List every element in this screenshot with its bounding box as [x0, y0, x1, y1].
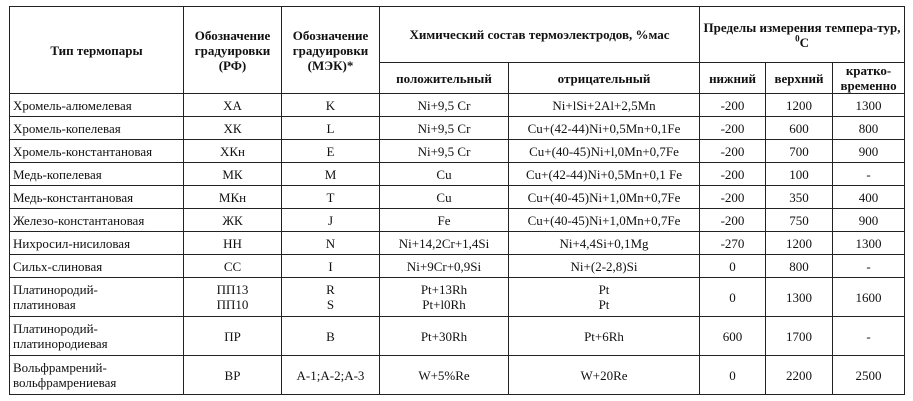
header-positive: положительный	[380, 63, 509, 94]
cell-mek: J	[282, 209, 380, 232]
cell-lower: 0	[700, 278, 766, 317]
cell-positive-line1: Pt+13Rh	[420, 282, 468, 297]
cell-mek: M	[282, 163, 380, 186]
cell-short: -	[833, 255, 905, 278]
cell-negative: Ni+(2-2,8)Si	[509, 255, 700, 278]
cell-rf-line2: ПП10	[216, 297, 249, 312]
cell-upper: 1300	[766, 278, 833, 317]
cell-type-line2: платиновая	[13, 297, 76, 312]
cell-positive: Ni+9Cr+0,9Si	[380, 255, 509, 278]
header-negative: отрицательный	[509, 63, 700, 94]
cell-mek	[282, 278, 380, 317]
header-chem: Химический состав термоэлектродов, %мас	[380, 7, 700, 63]
cell-short: 800	[833, 117, 905, 140]
cell-mek: L	[282, 117, 380, 140]
cell-type	[10, 278, 184, 317]
cell-negative: W+20Re	[509, 356, 700, 395]
cell-short: 2500	[833, 356, 905, 395]
cell-short: 1300	[833, 94, 905, 117]
cell-positive: Ni+9,5 Cr	[380, 117, 509, 140]
cell-lower: 0	[700, 356, 766, 395]
cell-mek: N	[282, 232, 380, 255]
cell-rf: ХК	[184, 117, 282, 140]
table-row	[10, 94, 905, 117]
table-row	[10, 209, 905, 232]
cell-rf: ВР	[184, 356, 282, 395]
cell-negative-line2: Pt	[598, 297, 610, 312]
cell-negative: Cu+(42-44)Ni+0,5Mn+0,1 Fe	[509, 163, 700, 186]
cell-type: Хромель-константановая	[10, 140, 184, 163]
cell-short: 1600	[833, 278, 905, 317]
cell-negative: Cu+(40-45)Ni+1,0Mn+0,7Fe	[509, 186, 700, 209]
cell-lower: -200	[700, 117, 766, 140]
header-limits	[700, 7, 905, 63]
cell-type-line1: Вольфрамрений-	[13, 360, 107, 375]
cell-rf: ХА	[184, 94, 282, 117]
cell-type-line1: Платинородий-	[13, 321, 98, 336]
cell-rf	[184, 278, 282, 317]
cell-mek: B	[282, 317, 380, 356]
cell-mek: А-1;А-2;А-3	[282, 356, 380, 395]
cell-short: 1300	[833, 232, 905, 255]
cell-type	[10, 317, 184, 356]
header-upper: верхний	[766, 63, 833, 94]
header-row-top	[10, 7, 905, 63]
table-row	[10, 356, 905, 395]
cell-lower: 0	[700, 255, 766, 278]
cell-rf: ХКн	[184, 140, 282, 163]
table-row	[10, 255, 905, 278]
cell-type: Медь-копелевая	[10, 163, 184, 186]
cell-rf: НН	[184, 232, 282, 255]
cell-upper: 1700	[766, 317, 833, 356]
cell-upper: 1200	[766, 232, 833, 255]
cell-type-line2: вольфрамрениевая	[13, 375, 117, 390]
cell-type: Сильх-слиновая	[10, 255, 184, 278]
cell-positive: Ni+14,2Cr+1,4Si	[380, 232, 509, 255]
cell-short: 900	[833, 140, 905, 163]
cell-positive: Cu	[380, 163, 509, 186]
cell-upper: 800	[766, 255, 833, 278]
cell-lower: -200	[700, 163, 766, 186]
header-rf: Обозначение градуировки (РФ)	[184, 7, 282, 94]
cell-lower: 600	[700, 317, 766, 356]
header-limits-text: Пределы измерения темпера-тур,	[703, 19, 901, 35]
cell-short: 900	[833, 209, 905, 232]
header-short: кратко-временно	[833, 63, 905, 94]
cell-positive: Cu	[380, 186, 509, 209]
cell-short: -	[833, 317, 905, 356]
cell-upper: 2200	[766, 356, 833, 395]
cell-rf-line1: ПП13	[216, 282, 249, 297]
cell-type: Железо-константановая	[10, 209, 184, 232]
cell-positive: Ni+9,5 Cr	[380, 140, 509, 163]
cell-rf: ЖК	[184, 209, 282, 232]
table-row	[10, 163, 905, 186]
cell-negative-line1: Pt	[598, 282, 610, 297]
cell-lower: -270	[700, 232, 766, 255]
header-lower: нижний	[700, 63, 766, 94]
cell-upper: 750	[766, 209, 833, 232]
cell-positive-line2: Pt+l0Rh	[422, 297, 466, 312]
cell-lower: -200	[700, 94, 766, 117]
cell-type	[10, 356, 184, 395]
cell-negative: Ni+4,4Si+0,1Mg	[509, 232, 700, 255]
table-row	[10, 278, 905, 317]
header-limits-degree: 0	[795, 33, 800, 44]
cell-type: Нихросил-нисиловая	[10, 232, 184, 255]
cell-upper: 1200	[766, 94, 833, 117]
cell-type-line2: платинородиевая	[13, 336, 108, 351]
cell-positive: Ni+9,5 Cr	[380, 94, 509, 117]
cell-positive: Pt+30Rh	[380, 317, 509, 356]
cell-type: Хромель-копелевая	[10, 117, 184, 140]
header-type: Тип термопары	[10, 7, 184, 94]
cell-mek: T	[282, 186, 380, 209]
cell-upper: 700	[766, 140, 833, 163]
header-limits-unit: С	[799, 34, 809, 50]
cell-upper: 350	[766, 186, 833, 209]
cell-positive: W+5%Re	[380, 356, 509, 395]
cell-negative: Ni+lSi+2Al+2,5Mn	[509, 94, 700, 117]
cell-mek-line1: R	[326, 282, 335, 297]
cell-upper: 100	[766, 163, 833, 186]
thermocouple-table	[9, 6, 905, 395]
cell-positive: Fe	[380, 209, 509, 232]
table-row	[10, 317, 905, 356]
cell-rf: МКн	[184, 186, 282, 209]
cell-negative: Cu+(40-45)Ni+l,0Mn+0,7Fe	[509, 140, 700, 163]
cell-type: Медь-константановая	[10, 186, 184, 209]
cell-mek-line2: S	[326, 297, 335, 312]
table-row	[10, 140, 905, 163]
cell-positive	[380, 278, 509, 317]
table-row	[10, 186, 905, 209]
cell-upper: 600	[766, 117, 833, 140]
cell-lower: -200	[700, 186, 766, 209]
cell-mek: K	[282, 94, 380, 117]
cell-lower: -200	[700, 140, 766, 163]
cell-mek: I	[282, 255, 380, 278]
cell-rf: ПР	[184, 317, 282, 356]
cell-negative	[509, 278, 700, 317]
cell-rf: МК	[184, 163, 282, 186]
header-mek: Обозначение градуировки (МЭК)*	[282, 7, 380, 94]
cell-negative: Cu+(40-45)Ni+1,0Mn+0,7Fe	[509, 209, 700, 232]
table-row	[10, 232, 905, 255]
cell-type-line1: Платинородий-	[13, 282, 98, 297]
cell-rf: СС	[184, 255, 282, 278]
cell-short: -	[833, 163, 905, 186]
thermocouple-table-container	[9, 6, 904, 395]
table-row	[10, 117, 905, 140]
cell-negative: Pt+6Rh	[509, 317, 700, 356]
cell-short: 400	[833, 186, 905, 209]
cell-type: Хромель-алюмелевая	[10, 94, 184, 117]
cell-negative: Cu+(42-44)Ni+0,5Mn+0,1Fe	[509, 117, 700, 140]
cell-mek: E	[282, 140, 380, 163]
cell-lower: -200	[700, 209, 766, 232]
